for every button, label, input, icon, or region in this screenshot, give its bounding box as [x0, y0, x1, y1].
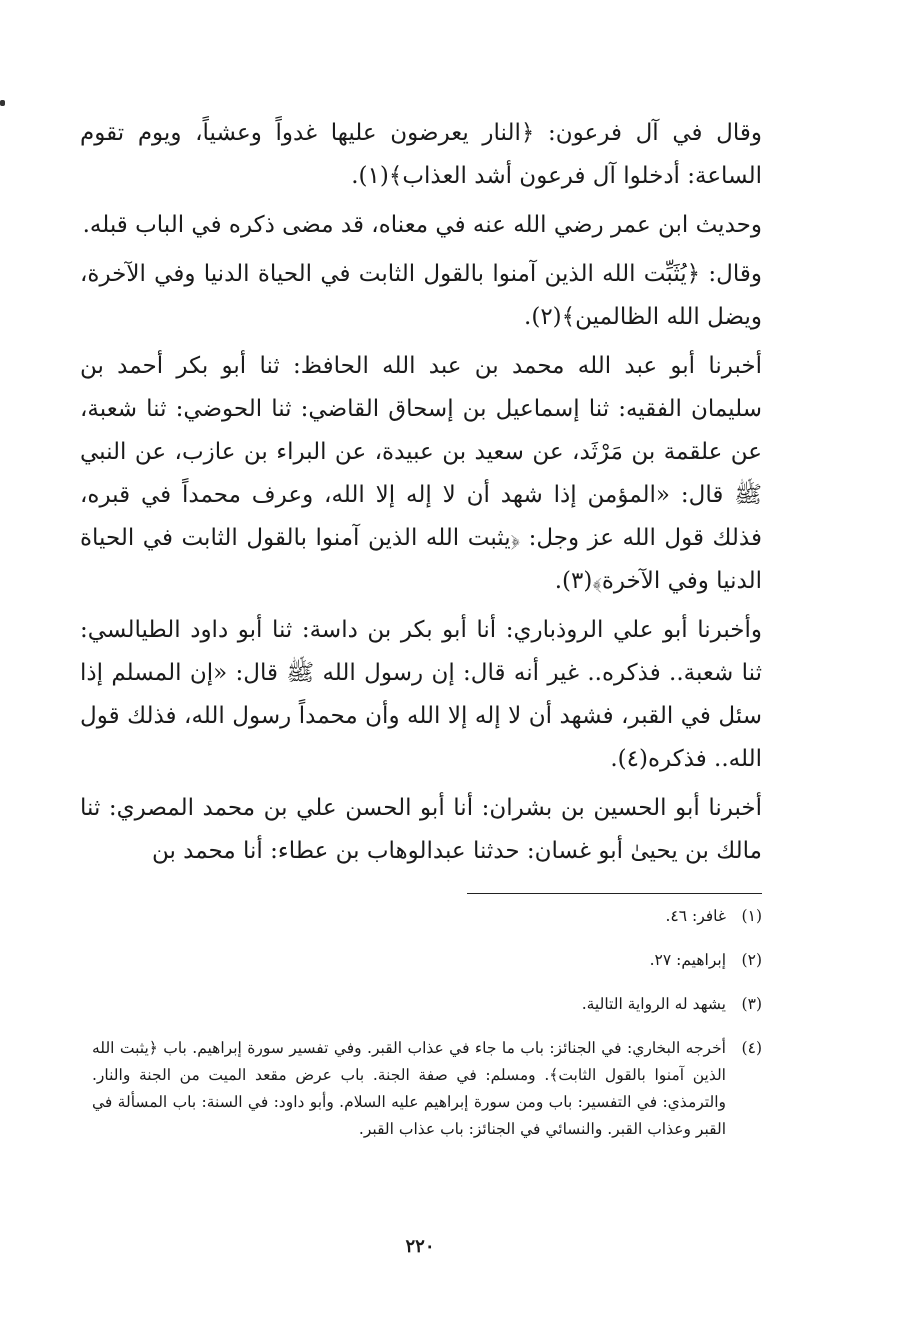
footnote-number: (٤)	[741, 1039, 762, 1057]
paragraph: أخبرنا أبو عبد الله محمد بن عبد الله الحافظ: ثنا أبو بكر أحمد بن سليمان الفقيه: ثنا إسماعيل بن إسحاق القاضي: ثنا الحوضي: ثنا شعبة، عن علقمة بن مَرْثَد، عن سعيد بن عبيدة، عن البراء بن عازب، عن النبي ﷺ قال: «المؤمن إذا شهد أن لا إله إلا الله، وعرف محمداً في قبره، فذلك قول الله عز وجل: ﴿يثبت الله الذين آمنوا بالقول الثابت في الحياة الدنيا وفي الآخرة﴾(٣).	[80, 353, 762, 594]
scan-edge-mark	[0, 100, 5, 106]
footnote-number: (٢)	[741, 951, 762, 969]
footnote	[92, 947, 762, 974]
footnote-text: غافر: ٤٦.	[665, 907, 726, 925]
footnote	[92, 1035, 762, 1143]
paragraph: وقال: ﴿يُثَبِّت الله الذين آمنوا بالقول الثابت في الحياة الدنيا وفي الآخرة، ويضل الله الظالمين﴾(٢).	[80, 261, 762, 330]
paragraph: أخبرنا أبو الحسين بن بشران: أنا أبو الحسن علي بن محمد المصري: ثنا مالك بن يحيىٰ أبو غسان: حدثنا عبدالوهاب بن عطاء: أنا محمد بن	[80, 795, 762, 864]
footnote	[92, 991, 762, 1018]
footnote-text: أخرجه البخاري: في الجنائز: باب ما جاء في عذاب القبر. وفي تفسير سورة إبراهيم. باب ﴿يثبت الله الذين آمنوا بالقول الثابت﴾. ومسلم: في صفة الجنة. باب عرض مقعد الميت من الجنة والنار. والترمذي: في التفسير: باب ومن سورة إبراهيم عليه السلام. وأبو داود: في السنة: باب المسألة في القبر وعذاب القبر. والنسائي في الجنائز: باب عذاب القبر.	[92, 1039, 726, 1138]
footnote-number: (٣)	[741, 995, 762, 1013]
footnote	[92, 903, 762, 930]
paragraph: وأخبرنا أبو علي الروذباري: أنا أبو بكر بن داسة: ثنا أبو داود الطيالسي: ثنا شعبة.. فذكره.. غير أنه قال: إن رسول الله ﷺ قال: «إن المسلم إذا سئل في القبر، فشهد أن لا إله إلا الله وأن محمداً رسول الله، فذلك قول الله.. فذكره(٤).	[80, 617, 762, 772]
footnote-text: إبراهيم: ٢٧.	[649, 951, 726, 969]
footnotes	[92, 903, 762, 1160]
paragraph: وقال في آل فرعون: ﴿النار يعرضون عليها غدواً وعشياً، ويوم تقوم الساعة: أدخلوا آل فرعون أشد العذاب﴾(١).	[80, 120, 762, 189]
footnote-number: (١)	[741, 907, 762, 925]
main-text	[80, 112, 762, 879]
page-number: ٢٢٠	[405, 1236, 435, 1257]
footnote-separator	[467, 893, 762, 894]
paragraph: وحديث ابن عمر رضي الله عنه في معناه، قد مضى ذكره في الباب قبله.	[82, 212, 762, 238]
footnote-text: يشهد له الرواية التالية.	[581, 995, 726, 1013]
